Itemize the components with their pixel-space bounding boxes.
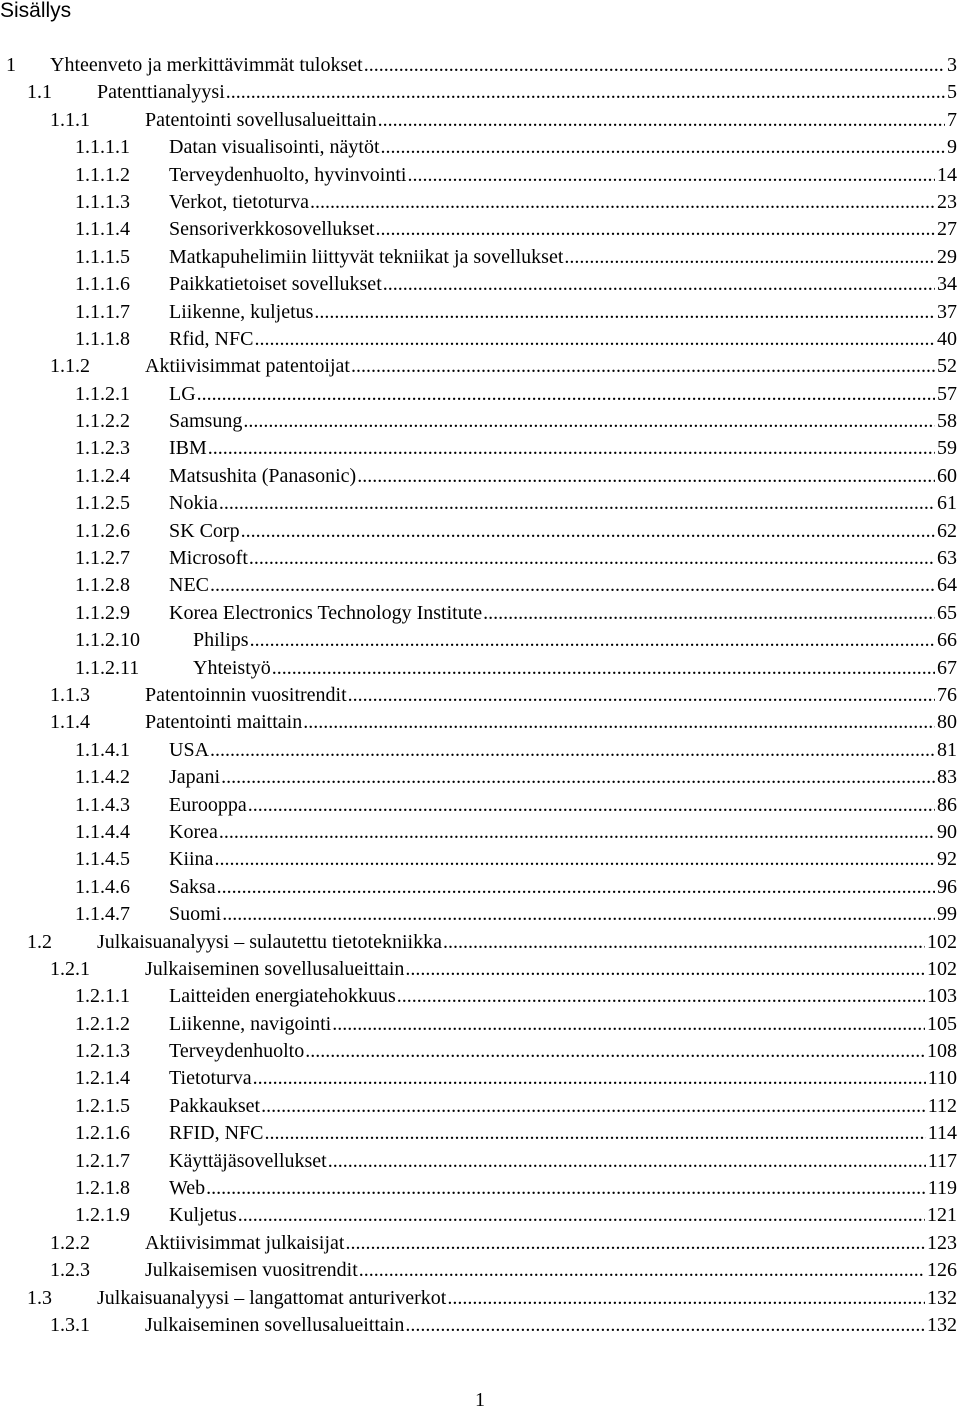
toc-entry-title: LG: [169, 382, 196, 405]
toc-entry-line: [169, 901, 957, 928]
dot-leader: [564, 244, 935, 271]
toc-entry-page: 102: [927, 930, 957, 953]
toc-entry-page: 5: [947, 81, 957, 104]
toc-entry-title: Tietoturva: [169, 1067, 252, 1090]
toc-entry-line: [145, 353, 957, 380]
toc-entry-title: Web: [169, 1177, 206, 1200]
toc-entry-page: 80: [937, 711, 957, 734]
toc-entry-title: Julkaisemisen vuositrendit: [145, 1259, 358, 1282]
toc-entry-title: Microsoft: [169, 547, 248, 570]
toc-entry-line: [169, 572, 957, 599]
toc-entry[interactable]: [0, 819, 960, 846]
toc-entry-number: 1.1.4.1: [75, 738, 130, 761]
toc-entry[interactable]: [0, 655, 960, 682]
toc-entry-number: 1.2.2: [50, 1231, 90, 1254]
toc-entry-number: 1.2.1.8: [75, 1177, 130, 1200]
dot-leader: [378, 107, 945, 134]
toc-entry-line: [169, 490, 957, 517]
toc-entry[interactable]: [0, 381, 960, 408]
toc-entry-line: [145, 956, 957, 983]
toc-entry-title: Liikenne, kuljetus: [169, 300, 314, 323]
toc-entry[interactable]: [0, 271, 960, 298]
toc-entry-title: Patenttianalyysi: [97, 81, 225, 104]
toc-entry-number: 1.2.3: [50, 1259, 90, 1282]
toc-entry-number: 1.1.2.11: [75, 656, 140, 679]
toc-entry-number: 1.1: [27, 81, 52, 104]
page-number: 1: [475, 1389, 485, 1411]
toc-entry-title: Korea Electronics Technology Institute: [169, 601, 483, 624]
toc-entry-number: 1.2.1.5: [75, 1094, 130, 1117]
dot-leader: [351, 353, 935, 380]
dot-leader: [206, 1175, 926, 1202]
toc-entry-title: Laitteiden energiatehokkuus: [169, 985, 396, 1008]
toc-entry-title: Rfid, NFC: [169, 327, 254, 350]
toc-entry-page: 112: [927, 1094, 957, 1117]
toc-entry-title: Eurooppa: [169, 793, 247, 816]
toc-entry-line: [97, 79, 957, 106]
dot-leader: [332, 1011, 925, 1038]
toc-entry-page: 66: [937, 629, 957, 652]
dot-leader: [250, 627, 935, 654]
toc-entry-number: 1: [6, 54, 16, 76]
toc-entry-line: [169, 1011, 957, 1038]
dot-leader: [272, 655, 935, 682]
dot-leader: [261, 1093, 926, 1120]
toc-entry-title: Pakkaukset: [169, 1094, 261, 1117]
toc-entry-line: [169, 435, 957, 462]
toc-entry-line: [169, 299, 957, 326]
toc-entry[interactable]: [0, 846, 960, 873]
toc-entry-page: 34: [937, 273, 957, 296]
toc-entry-page: 27: [937, 218, 957, 241]
toc-entry-title: Julkaiseminen sovellusalueittain: [145, 1313, 405, 1336]
toc-entry[interactable]: [0, 545, 960, 572]
toc-entry[interactable]: [0, 1093, 960, 1120]
toc-entry-number: 1.1.4.5: [75, 848, 130, 871]
toc-entry-line: [145, 107, 957, 134]
toc-entry-title: Käyttäjäsovellukset: [169, 1149, 327, 1172]
dot-leader: [443, 929, 925, 956]
toc-entry-page: 132: [927, 1286, 957, 1309]
dot-leader: [197, 381, 935, 408]
toc-entry-page: 52: [937, 355, 957, 378]
toc-entry-number: 1.1.1.3: [75, 190, 130, 213]
toc-entry[interactable]: [0, 1202, 960, 1229]
dot-leader: [357, 463, 935, 490]
toc-entry-page: 7: [947, 108, 957, 131]
toc-entry-number: 1.2.1.7: [75, 1149, 130, 1172]
toc-entry-number: 1.3.1: [50, 1313, 90, 1336]
toc-entry-title: Patentointi maittain: [145, 711, 303, 734]
toc-entry-number: 1.1.2.7: [75, 547, 130, 570]
dot-leader: [264, 1120, 925, 1147]
toc-entry-line: [193, 655, 957, 682]
toc-entry-title: Yhteenveto ja merkittävimmät tulokset: [50, 54, 363, 76]
toc-entry-page: 102: [927, 957, 957, 980]
dot-leader: [383, 271, 935, 298]
toc-entry-page: 60: [937, 464, 957, 487]
toc-entry-line: [169, 545, 957, 572]
toc-entry-number: 1.1.1.6: [75, 273, 130, 296]
toc-entry[interactable]: [0, 216, 960, 243]
toc-entry[interactable]: [0, 244, 960, 271]
toc-entry-line: [193, 627, 957, 654]
toc-entry-line: [169, 1120, 957, 1147]
toc-entry[interactable]: [0, 1120, 960, 1147]
toc-entry-title: Matsushita (Panasonic): [169, 464, 357, 487]
toc-entry[interactable]: [0, 901, 960, 928]
dot-leader: [210, 572, 935, 599]
toc-entry-title: Verkot, tietoturva: [169, 190, 309, 213]
toc-entry-page: 81: [937, 738, 957, 761]
toc-entry[interactable]: [0, 709, 960, 736]
toc-entry-page: 83: [937, 766, 957, 789]
toc-entry-line: [169, 983, 957, 1010]
toc-entry-title: Korea: [169, 820, 218, 843]
toc-entry-number: 1.1.4.6: [75, 875, 130, 898]
toc-entry-page: 29: [937, 245, 957, 268]
dot-leader: [243, 408, 935, 435]
toc-entry[interactable]: [0, 764, 960, 791]
toc-entry[interactable]: [0, 1285, 960, 1312]
toc-entry-line: [169, 1093, 957, 1120]
toc-entry-number: 1.2.1.9: [75, 1204, 130, 1227]
toc-entry[interactable]: [0, 792, 960, 819]
toc-entry-line: [169, 381, 957, 408]
toc-entry-line: [169, 463, 957, 490]
toc-entry[interactable]: [0, 1065, 960, 1092]
toc-entry[interactable]: [0, 874, 960, 901]
toc-entry-number: 1.1.1.2: [75, 163, 130, 186]
toc-entry-page: 61: [937, 492, 957, 515]
toc-entry[interactable]: [0, 1312, 960, 1339]
toc-entry-page: 59: [937, 437, 957, 460]
dot-leader: [222, 901, 935, 928]
toc-entry-number: 1.1.2.9: [75, 601, 130, 624]
toc-entry-line: [145, 1312, 957, 1339]
toc-entry-line: [169, 134, 957, 161]
dot-leader: [249, 545, 935, 572]
dot-leader: [328, 1148, 926, 1175]
toc-entry-line: [169, 518, 957, 545]
toc-entry[interactable]: [0, 463, 960, 490]
dot-leader: [405, 956, 925, 983]
toc-entry-page: 103: [927, 985, 957, 1008]
toc-entry-title: Julkaiseminen sovellusalueittain: [145, 957, 405, 980]
toc-entry-line: [169, 326, 957, 353]
toc-entry-page: 99: [937, 903, 957, 926]
toc-entry-title: Kuljetus: [169, 1204, 237, 1227]
toc-entry-page: 132: [927, 1313, 957, 1336]
dot-leader: [253, 1065, 926, 1092]
toc-entry-line: [145, 709, 957, 736]
toc-entry-page: 86: [937, 793, 957, 816]
toc-entry-number: 1.1.2.3: [75, 437, 130, 460]
toc-entry-title: Matkapuhelimiin liittyvät tekniikat ja sovellukset: [169, 245, 564, 268]
toc-entry-page: 58: [937, 410, 957, 433]
dot-leader: [310, 189, 935, 216]
toc-entry[interactable]: [0, 1148, 960, 1175]
toc-entry-title: Sensoriverkkosovellukset: [169, 218, 375, 241]
dot-leader: [303, 709, 935, 736]
dot-leader: [208, 435, 935, 462]
toc-entry-page: 105: [927, 1012, 957, 1035]
dot-leader: [345, 1230, 925, 1257]
toc-entry-number: 1.2.1.4: [75, 1067, 130, 1090]
toc-entry-page: 114: [927, 1122, 957, 1145]
toc-entry-page: 9: [947, 136, 957, 159]
toc-entry-page: 108: [927, 1040, 957, 1063]
toc-entry-page: 40: [937, 327, 957, 350]
toc-entry-number: 1.1.2.1: [75, 382, 130, 405]
toc-entry[interactable]: [0, 737, 960, 764]
toc-entry-title: IBM: [169, 437, 207, 460]
dot-leader: [226, 79, 945, 106]
dot-leader: [210, 737, 935, 764]
toc-entry-page: 92: [937, 848, 957, 871]
toc-entry-number: 1.1.1.1: [75, 136, 130, 159]
toc-entry[interactable]: [0, 627, 960, 654]
toc-entry[interactable]: [0, 518, 960, 545]
toc-entry-number: 1.1.4.4: [75, 820, 130, 843]
toc-entry-line: [169, 1065, 957, 1092]
toc-entry[interactable]: [0, 107, 960, 134]
toc-entry-title: Japani: [169, 766, 221, 789]
toc-entry-number: 1.2.1.3: [75, 1040, 130, 1063]
toc-entry-title: Samsung: [169, 410, 243, 433]
toc-entry-title: Aktiivisimmat julkaisijat: [145, 1231, 345, 1254]
toc-entry-line: [145, 1257, 957, 1284]
toc-entry-number: 1.1.1.4: [75, 218, 130, 241]
toc-entry-line: [169, 1038, 957, 1065]
dot-leader: [254, 326, 935, 353]
toc-entry-line: [169, 792, 957, 819]
toc-entry-line: [169, 216, 957, 243]
toc-entry-title: Terveydenhuolto: [169, 1040, 305, 1063]
toc-entry-line: [50, 52, 957, 79]
toc-entry-page: 90: [937, 820, 957, 843]
toc-entry-title: USA: [169, 738, 210, 761]
toc-entry-line: [169, 846, 957, 873]
toc-entry[interactable]: [0, 353, 960, 380]
toc-entry-page: 57: [937, 382, 957, 405]
toc-entry-number: 1.1.2.10: [75, 629, 140, 652]
toc-entry[interactable]: [0, 983, 960, 1010]
toc-entry-number: 1.2.1.6: [75, 1122, 130, 1145]
toc-entry[interactable]: [0, 490, 960, 517]
toc-entry-line: [169, 1175, 957, 1202]
toc-entry-page: 119: [927, 1177, 957, 1200]
toc-entry[interactable]: [0, 299, 960, 326]
toc-entry[interactable]: [0, 162, 960, 189]
toc-entry[interactable]: [0, 600, 960, 627]
dot-leader: [447, 1285, 925, 1312]
toc-entry[interactable]: [0, 189, 960, 216]
toc-entry-line: [169, 600, 957, 627]
dot-leader: [221, 764, 935, 791]
toc-entry-page: 110: [927, 1067, 957, 1090]
toc-entry-title: Nokia: [169, 492, 218, 515]
page-title: Sisällys: [0, 0, 72, 22]
toc-entry-line: [97, 929, 957, 956]
toc-entry-title: Aktiivisimmat patentoijat: [145, 355, 350, 378]
toc-entry-title: Datan visualisointi, näytöt: [169, 136, 380, 159]
dot-leader: [314, 299, 935, 326]
toc-entry-number: 1.1.2.8: [75, 574, 130, 597]
toc-entry-number: 1.1.2.6: [75, 519, 130, 542]
toc-entry-number: 1.1.2.2: [75, 410, 130, 433]
dot-leader: [248, 792, 935, 819]
toc-entry-line: [169, 162, 957, 189]
dot-leader: [217, 874, 935, 901]
toc-entry[interactable]: [0, 1257, 960, 1284]
toc-entry-title: Paikkatietoiset sovellukset: [169, 273, 382, 296]
toc-entry-title: SK Corp: [169, 519, 240, 542]
toc-entry[interactable]: [0, 326, 960, 353]
toc-entry-line: [169, 1202, 957, 1229]
toc-entry-page: 62: [937, 519, 957, 542]
toc-entry-number: 1.2.1.2: [75, 1012, 130, 1035]
toc-entry-line: [169, 737, 957, 764]
toc-entry-page: 117: [927, 1149, 957, 1172]
toc-entry[interactable]: [0, 134, 960, 161]
toc-entry[interactable]: [0, 956, 960, 983]
toc-entry-number: 1.1.2: [50, 355, 90, 378]
toc-entry-title: Julkaisuanalyysi – sulautettu tietotekniikka: [97, 930, 442, 953]
toc-entry-line: [169, 874, 957, 901]
toc-entry-number: 1.2.1.1: [75, 985, 130, 1008]
toc-entry-title: Suomi: [169, 903, 222, 926]
toc-entry-page: 65: [937, 601, 957, 624]
toc-entry[interactable]: [0, 435, 960, 462]
toc-entry-number: 1.1.2.5: [75, 492, 130, 515]
toc-entry-title: Liikenne, navigointi: [169, 1012, 332, 1035]
toc-entry-line: [145, 1230, 957, 1257]
toc-entry-title: Philips: [193, 629, 249, 652]
toc-entry-page: 63: [937, 547, 957, 570]
toc-entry-number: 1.1.2.4: [75, 464, 130, 487]
toc-entry[interactable]: [0, 1038, 960, 1065]
dot-leader: [305, 1038, 925, 1065]
toc-entry[interactable]: [0, 682, 960, 709]
toc-entry[interactable]: [0, 79, 960, 106]
toc-entry-title: Patentointi sovellusalueittain: [145, 108, 377, 131]
toc-entry-line: [169, 1148, 957, 1175]
dot-leader: [397, 983, 925, 1010]
toc-entry-line: [169, 408, 957, 435]
toc-entry-title: Julkaisuanalyysi – langattomat anturiverkot: [97, 1286, 447, 1309]
toc-entry-page: 14: [937, 163, 957, 186]
toc-entry-page: 76: [937, 683, 957, 706]
toc-entry-page: 67: [937, 656, 957, 679]
toc-entry-page: 126: [927, 1259, 957, 1282]
toc-entry-line: [169, 764, 957, 791]
dot-leader: [483, 600, 935, 627]
toc-entry-page: 37: [937, 300, 957, 323]
toc-entry-line: [169, 271, 957, 298]
toc-entry-page: 121: [927, 1204, 957, 1227]
toc-entry-title: NEC: [169, 574, 209, 597]
toc-entry[interactable]: [0, 408, 960, 435]
dot-leader: [241, 518, 935, 545]
toc-entry-number: 1.1.3: [50, 683, 90, 706]
toc-entry-number: 1.1.4.7: [75, 903, 130, 926]
toc-entry-title: Patentoinnin vuositrendit: [145, 683, 347, 706]
toc-entry-number: 1.1.4.2: [75, 766, 130, 789]
dot-leader: [359, 1257, 925, 1284]
toc-entry-number: 1.1.4: [50, 711, 90, 734]
dot-leader: [381, 134, 945, 161]
toc-entry[interactable]: [0, 52, 960, 79]
toc-entry-page: 64: [937, 574, 957, 597]
toc-entry-number: 1.3: [27, 1286, 52, 1309]
dot-leader: [407, 162, 935, 189]
toc-entry[interactable]: [0, 1011, 960, 1038]
toc-entry[interactable]: [0, 1175, 960, 1202]
toc-entry[interactable]: [0, 929, 960, 956]
toc-entry-title: Terveydenhuolto, hyvinvointi: [169, 163, 407, 186]
toc-entry-number: 1.2.1: [50, 957, 90, 980]
dot-leader: [238, 1202, 925, 1229]
toc-entry[interactable]: [0, 572, 960, 599]
dot-leader: [364, 52, 945, 79]
toc-entry-number: 1.1.4.3: [75, 793, 130, 816]
toc-entry-line: [169, 244, 957, 271]
toc-entry-number: 1.1.1.8: [75, 327, 130, 350]
toc-entry-number: 1.1.1: [50, 108, 90, 131]
toc-entry-page: 96: [937, 875, 957, 898]
toc-entry-title: RFID, NFC: [169, 1122, 264, 1145]
dot-leader: [219, 819, 935, 846]
toc-entry-number: 1.1.1.5: [75, 245, 130, 268]
dot-leader: [376, 216, 935, 243]
toc-entry-line: [169, 189, 957, 216]
toc-entry-page: 23: [937, 190, 957, 213]
dot-leader: [219, 490, 935, 517]
toc-entry-title: Kiina: [169, 848, 214, 871]
toc-entry-title: Yhteistyö: [193, 656, 271, 679]
toc-entry-line: [145, 682, 957, 709]
toc-entry-title: Saksa: [169, 875, 216, 898]
toc-entry[interactable]: [0, 1230, 960, 1257]
dot-leader: [214, 846, 935, 873]
toc-entry-line: [97, 1285, 957, 1312]
dot-leader: [348, 682, 935, 709]
toc-entry-number: 1.1.1.7: [75, 300, 130, 323]
dot-leader: [405, 1312, 925, 1339]
toc-entry-line: [169, 819, 957, 846]
table-of-contents: [0, 52, 960, 1339]
toc-entry-page: 123: [927, 1231, 957, 1254]
toc-entry-number: 1.2: [27, 930, 52, 953]
toc-entry-page: 3: [947, 54, 957, 76]
